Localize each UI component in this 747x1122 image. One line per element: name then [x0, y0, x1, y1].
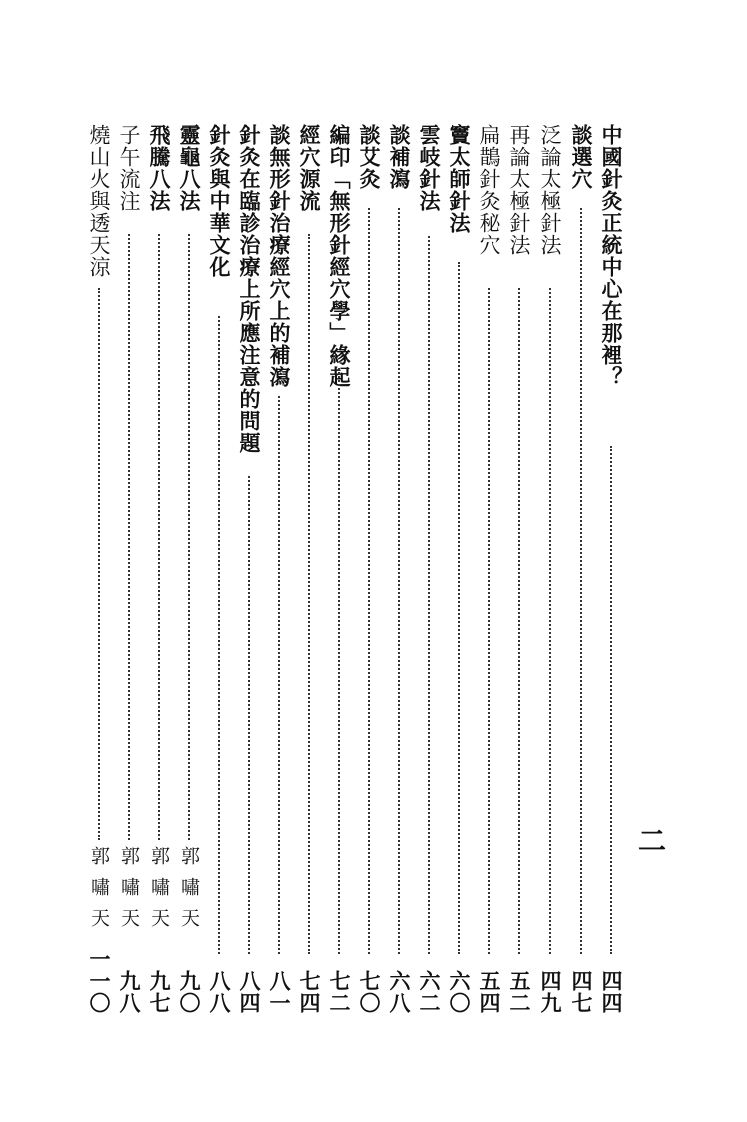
toc-entry[interactable]: [386, 124, 412, 1014]
toc-entry-title: 談無形針治療經穴上的補瀉: [267, 124, 292, 388]
toc-entry-page: 六二: [417, 970, 442, 1014]
toc-dot-leader: [368, 208, 370, 954]
toc-entry-page: 七〇: [357, 970, 382, 1014]
toc-entry-page: 八八: [207, 970, 232, 1014]
toc-dot-leader: [610, 446, 612, 954]
toc-entry-title: 編印「無形針經穴學」緣起: [327, 124, 352, 388]
toc-entry-author: 郭嘯天: [88, 846, 110, 939]
toc-entry-page: 五二: [507, 970, 532, 1014]
toc-entry-page: 七二: [327, 970, 352, 1014]
toc-entry[interactable]: [146, 124, 172, 1014]
page-number: 二: [634, 826, 667, 854]
toc-entry[interactable]: [176, 124, 202, 1014]
toc-dot-leader: [458, 262, 460, 954]
toc-entry-page: 四九: [538, 970, 563, 1014]
toc-entry-title: 飛騰八法: [147, 124, 172, 212]
toc-dot-leader: [428, 236, 430, 954]
toc-entry-page: 四四: [599, 970, 624, 1014]
toc-entry[interactable]: [266, 124, 292, 1014]
toc-dot-leader: [278, 396, 280, 954]
toc-entry-title: 針灸在臨診治療上所應注意的問題: [237, 124, 262, 454]
toc-entry-title: 再論太極針法: [507, 124, 531, 256]
toc-dot-leader: [218, 316, 220, 954]
toc-entry-page: 八四: [237, 970, 262, 1014]
toc-entry[interactable]: [598, 124, 624, 1014]
toc-dot-leader: [158, 234, 160, 840]
toc-entry-title: 談選穴: [569, 124, 594, 190]
toc-dot-leader: [338, 368, 340, 954]
toc-entry[interactable]: [206, 124, 232, 1014]
toc-entry-title: 中國針灸正統中心在那裡？: [599, 124, 624, 388]
toc-entry-page: 六〇: [447, 970, 472, 1014]
toc-entry-title: 泛論太極針法: [538, 124, 562, 256]
toc-entry[interactable]: [86, 124, 112, 1014]
toc-entry-page: 九七: [147, 970, 172, 1014]
toc-entry-title: 子午流注: [117, 124, 141, 212]
toc-entry[interactable]: [476, 124, 502, 1014]
toc-entry-author: 郭嘯天: [178, 846, 200, 939]
toc-entry-author: 郭嘯天: [148, 846, 170, 939]
toc-entry-title: 竇太師針法: [447, 124, 472, 234]
toc-entry[interactable]: [326, 124, 352, 1014]
toc-entry-page: 九八: [117, 970, 142, 1014]
toc-entry-author: 郭嘯天: [118, 846, 140, 939]
toc-entry-title: 談艾灸: [357, 124, 382, 190]
toc-dot-leader: [98, 288, 100, 840]
toc-entry-title: 靈龜八法: [177, 124, 202, 212]
toc-entry-page: 六八: [387, 970, 412, 1014]
toc-dot-leader: [128, 234, 130, 840]
toc-dot-leader: [518, 288, 520, 954]
toc-dot-leader: [580, 208, 582, 954]
toc-dot-leader: [488, 288, 490, 954]
toc-entry[interactable]: [506, 124, 532, 1014]
toc-entry[interactable]: [356, 124, 382, 1014]
toc-entry[interactable]: [568, 124, 594, 1014]
toc-entry-title: 雲岐針法: [417, 124, 442, 212]
toc-dot-leader: [549, 288, 551, 954]
toc-entry[interactable]: [236, 124, 262, 1014]
toc-entry-page: 五四: [477, 970, 502, 1014]
toc-dot-leader: [398, 208, 400, 954]
toc-entry-page: 一一〇: [87, 948, 112, 1014]
toc-entry[interactable]: [416, 124, 442, 1014]
toc-entry-page: 七四: [297, 970, 322, 1014]
toc-entry[interactable]: [446, 124, 472, 1014]
toc-entry-title: 談補瀉: [387, 124, 412, 190]
toc-entry[interactable]: [537, 124, 563, 1014]
toc-dot-leader: [248, 476, 250, 954]
toc-entry-title: 扁鵲針灸秘穴: [477, 124, 501, 256]
toc-dot-leader: [188, 234, 190, 840]
toc-entry-title: 針灸與中華文化: [207, 124, 232, 278]
toc-entry-page: 八一: [267, 970, 292, 1014]
toc-entry[interactable]: [296, 124, 322, 1014]
toc-entry-title: 燒山火與透天涼: [87, 124, 111, 278]
toc-dot-leader: [308, 234, 310, 954]
toc-entry-title: 經穴源流: [297, 124, 322, 212]
toc-entry[interactable]: [116, 124, 142, 1014]
toc-entry-page: 四七: [569, 970, 594, 1014]
toc-entry-page: 九〇: [177, 970, 202, 1014]
